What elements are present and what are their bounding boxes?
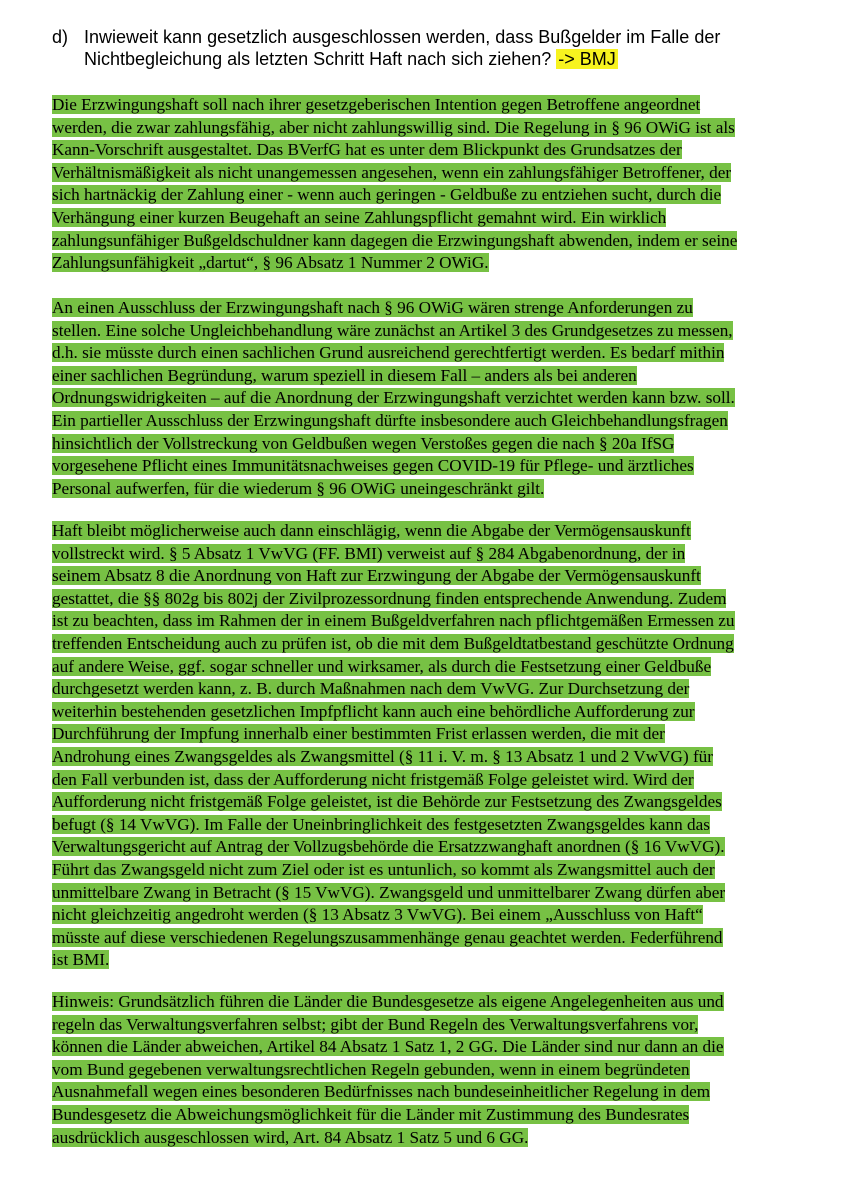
text-line: [52, 1014, 842, 1037]
highlighted-text: nicht gleichzeitig angedroht werden (§ 13 Absatz 3 VwVG). Bei einem „Ausschluss von Haft“: [52, 905, 703, 925]
highlighted-text: An einen Ausschluss der Erzwingungshaft nach § 96 OWiG wären strenge Anforderungen zu: [52, 298, 693, 317]
text-line: [52, 904, 842, 927]
highlighted-text: Aufforderung nicht fristgemäß Folge geleistet, ist die Behörde zur Festsetzung des Zwangsgeldes: [52, 792, 722, 812]
text-line: [52, 927, 842, 950]
highlighted-text: Ausnahmefall wegen eines besonderen Bedürfnisses nach bundeseinheitlicher Regelung in dem: [52, 1082, 711, 1102]
highlighted-text: vorgesehene Pflicht eines Immunitätsnachweises gegen COVID-19 für Pflege- und ärztliches: [52, 456, 694, 476]
highlighted-text: treffenden Entscheidung auch zu prüfen ist, ob die mit dem Bußgeldtatbestand geschützte Ordnung: [52, 633, 734, 653]
highlighted-text: Personal aufwerfen, für die wiederum § 96 OWiG uneingeschränkt gilt.: [52, 478, 545, 498]
highlighted-text: regeln das Verwaltungsverfahren selbst; gibt der Bund Regeln des Verwaltungsverfahrens vor,: [52, 1014, 699, 1034]
highlighted-text: einer sachlichen Begründung, warum speziell in diesem Fall – anders als bei anderen: [52, 365, 637, 385]
text-line: [52, 836, 842, 859]
highlighted-text: Verhältnismäßigkeit als nicht unangemessen angesehen, wenn ein zahlungsfähiger Betroffener, der: [52, 162, 732, 182]
text-line: [52, 230, 842, 253]
text-line: [52, 949, 842, 972]
text-line: [52, 723, 842, 746]
text-line: [52, 455, 842, 478]
text-line: [52, 1059, 842, 1082]
text-line: [52, 117, 842, 140]
highlighted-text: ist zu beachten, dass im Rahmen der in einem Bußgeldverfahren nach pflichtgemäßen Ermessen zu: [52, 611, 735, 631]
highlighted-text: Verhängung einer kurzen Beugehaft an seine Zahlungspflicht gemahnt wird. Ein wirklich: [52, 207, 667, 227]
text-line: [52, 678, 842, 701]
text-line: [52, 207, 842, 230]
text-line: [52, 1081, 842, 1104]
text-line: [52, 320, 842, 343]
question-line-2: [52, 48, 842, 70]
highlighted-text: seinem Absatz 8 die Anordnung von Haft zur Erzwingung der Abgabe der Vermögensauskunft: [52, 566, 701, 586]
highlighted-text: müsste auf diese verschiedenen Regelungszusammenhänge genau geachtet werden. Federführend: [52, 927, 723, 947]
text-line: [52, 94, 842, 117]
highlighted-text: unmittelbare Zwang in Betracht (§ 15 VwVG). Zwangsgeld und unmittelbarer Zwang dürfen aber: [52, 882, 726, 902]
text-line: [52, 1104, 842, 1127]
highlighted-text: gestattet, die §§ 802g bis 802j der Zivilprozessordnung finden entsprechende Anwendung. Zudem: [52, 588, 727, 608]
question-heading: [52, 26, 842, 70]
text-line: [52, 433, 842, 456]
highlighted-text: Führt das Zwangsgeld nicht zum Ziel oder ist es untunlich, so kommt als Zwangsmittel auch der: [52, 859, 715, 879]
text-line: [52, 365, 842, 388]
highlighted-text: Hinweis: Grundsätzlich führen die Länder die Bundesgesetze als eigene Angelegenheiten aus und: [52, 992, 724, 1011]
text-line: [52, 252, 842, 275]
highlighted-text: auf andere Weise, ggf. sogar schneller und wirksamer, als durch die Festsetzung einer Geldbuße: [52, 656, 712, 676]
text-line: [52, 610, 842, 633]
highlighted-text: Kann-Vorschrift ausgestaltet. Das BVerfG hat es unter dem Blickpunkt des Grundsatzes der: [52, 140, 682, 160]
highlighted-text: stellen. Eine solche Ungleichbehandlung wäre zunächst an Artikel 3 des Grundgesetzes zu messen,: [52, 320, 733, 340]
highlighted-text: Ein partieller Ausschluss der Erzwingungshaft dürfte insbesondere auch Gleichbehandlungsfragen: [52, 410, 728, 430]
text-line: [52, 478, 842, 501]
text-line: [52, 342, 842, 365]
text-line: [52, 588, 842, 611]
highlighted-text: Zahlungsunfähigkeit „dartut“, § 96 Absatz 1 Nummer 2 OWiG.: [52, 253, 489, 273]
text-line: [52, 656, 842, 679]
text-line: [52, 520, 842, 543]
highlighted-text: ist BMI.: [52, 950, 110, 970]
highlighted-text: sich hartnäckig der Zahlung einer - wenn auch geringen - Geldbuße zu entziehen sucht, durch die: [52, 185, 722, 205]
highlighted-text: befugt (§ 14 VwVG). Im Falle der Uneinbringlichkeit des festgesetzten Zwangsgeldes kann das: [52, 814, 710, 834]
text-line: [52, 701, 842, 724]
text-line: [52, 1127, 842, 1150]
text-line: [52, 633, 842, 656]
highlighted-text: Ordnungswidrigkeiten – auf die Anordnung der Erzwingungshaft verzichtet werden kann bzw. soll.: [52, 388, 735, 408]
highlighted-text: werden, die zwar zahlungsfähig, aber nicht zahlungswillig sind. Die Regelung in § 96 OWiG ist als: [52, 117, 735, 137]
highlighted-text: weiterhin bestehenden gesetzlichen Impfpflicht kann auch eine behördliche Aufforderung zur: [52, 701, 695, 721]
text-line: [52, 1036, 842, 1059]
highlighted-text: ausdrücklich ausgeschlossen wird, Art. 84 Absatz 1 Satz 5 und 6 GG.: [52, 1127, 529, 1147]
text-line: [52, 139, 842, 162]
paragraph-note-laender: [52, 991, 842, 1149]
text-line: [52, 991, 842, 1014]
question-line-1: [52, 26, 842, 48]
highlighted-text: Androhung eines Zwangsgeldes als Zwangsmittel (§ 11 i. V. m. § 13 Absatz 1 und 2 VwVG) für: [52, 746, 714, 766]
highlighted-text: den Fall verbunden ist, dass der Aufforderung nicht fristgemäß Folge geleistet wird. Wird der: [52, 769, 694, 789]
highlighted-text: Durchführung der Impfung innerhalb einer bestimmten Frist erlassen werden, die mit der: [52, 724, 665, 744]
text-line: [52, 814, 842, 837]
paragraph-enforcement-detention: [52, 94, 842, 275]
highlighted-text: können die Länder abweichen, Artikel 84 Absatz 1 Satz 1, 2 GG. Die Länder sind nur dann an die: [52, 1037, 724, 1057]
paragraph-exclusion-requirements: [52, 297, 842, 500]
responsible-ministry-tag: -> BMJ: [558, 49, 616, 69]
text-line: [52, 297, 842, 320]
highlighted-text: Haft bleibt möglicherweise auch dann einschlägig, wenn die Abgabe der Vermögensauskunft: [52, 521, 691, 540]
paragraph-detention-alternatives: [52, 520, 842, 972]
text-line: [52, 184, 842, 207]
question-text-2: Nichtbegleichung als letzten Schritt Haft nach sich ziehen?: [84, 49, 552, 69]
highlighted-text: Die Erzwingungshaft soll nach ihrer gesetzgeberischen Intention gegen Betroffene angeordnet: [52, 95, 701, 114]
text-line: [52, 162, 842, 185]
text-line: [52, 387, 842, 410]
highlighted-text: d.h. sie müsste durch einen sachlichen Grund ausreichend gerechtfertigt werden. Es bedarf mithin: [52, 343, 725, 363]
text-line: [52, 791, 842, 814]
highlighted-text: durchgesetzt werden kann, z. B. durch Maßnahmen nach dem VwVG. Zur Durchsetzung der: [52, 679, 690, 699]
text-line: [52, 565, 842, 588]
question-text-1: Inwieweit kann gesetzlich ausgeschlossen werden, dass Bußgelder im Falle der: [84, 27, 721, 47]
text-line: [52, 410, 842, 433]
text-line: [52, 882, 842, 905]
text-line: [52, 543, 842, 566]
highlighted-text: vollstreckt wird. § 5 Absatz 1 VwVG (FF. BMI) verweist auf § 284 Abgabenordnung, der in: [52, 543, 686, 563]
highlighted-text: Bundesgesetz die Abweichungsmöglichkeit für die Länder mit Zustimmung des Bundesrates: [52, 1104, 690, 1124]
highlighted-text: zahlungsunfähiger Bußgeldschuldner kann dagegen die Erzwingungshaft abwenden, indem er seine: [52, 230, 738, 250]
text-line: [52, 746, 842, 769]
text-line: [52, 859, 842, 882]
question-letter: d): [52, 27, 69, 47]
text-line: [52, 769, 842, 792]
highlighted-text: Verwaltungsgericht auf Antrag der Vollzugsbehörde die Ersatzzwanghaft anordnen (§ 16 VwVG).: [52, 837, 725, 857]
highlighted-text: hinsichtlich der Vollstreckung von Geldbußen wegen Verstoßes gegen die nach § 20a IfSG: [52, 433, 675, 453]
highlighted-text: vom Bund gegebenen verwaltungsrechtlichen Regeln gebunden, wenn in einem begründeten: [52, 1059, 690, 1079]
